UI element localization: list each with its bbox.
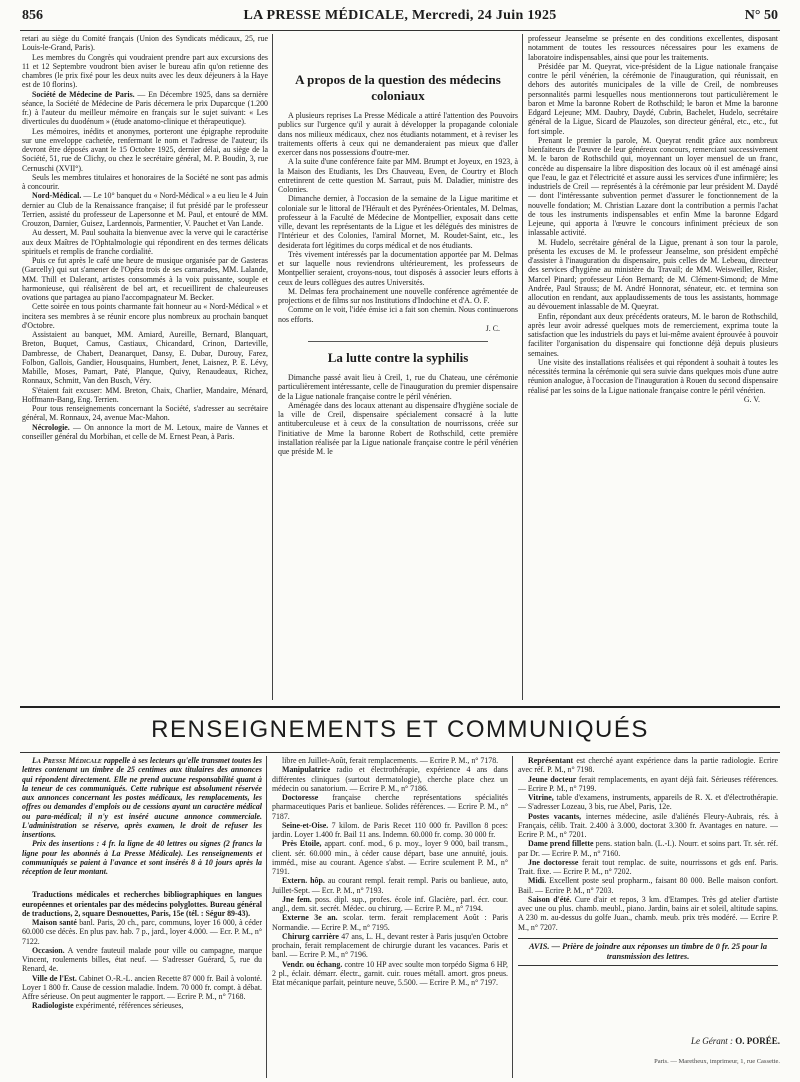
paragraph [278,305,518,324]
entry-text: Cette soirée en tous points charmante fait honneur au « Nord-Médical » et incitera ses membres à se réunir encore plus nombreux au prochain banquet d'Octobre. [22,302,268,330]
paragraph [278,111,518,157]
ad-text: 7 kilom. de Paris Recet 110 000 fr. Pavillon 8 pces: jardin. Loyer 1.400 fr. Bail 11 ans. Indemn. 60.000 fr. comp. 30 000 fr. [272,820,508,839]
entry-text: Aménagée dans des locaux attenant au dispensaire d'hygiène sociale de la ville de Creil, dispensaire spécialement consacré à la lutte antituberculeuse et à ceux de la consultation de nourrissons, créée sur l'initiative de Mme la baronne Robert de Rothschild, cette première installation réalisée par la Ligue nationale française contre le péril vénérien que préside M. le [278,400,518,456]
paragraph [22,302,268,330]
ad-text: 47 ans, L. H., devant rester à Paris jusqu'en Octobre prochain, ferait remplacement de chirurgie durant les vacances. Paris et banl. — Ecrire P. M., n° 7196. [272,931,508,960]
avis-notice: AVIS. — Prière de joindre aux réponses un timbre de 0 fr. 25 pour la transmission des lettres. [518,938,778,966]
paragraph [22,386,268,405]
ad-heading: Maison santé [32,918,77,927]
article-title-colonial: A propos de la question des médecins coloniaux [295,72,501,103]
entry-text: Au dessert, M. Paul souhaita la bienvenue avec la verve qui le caractérise aux deux Maîtres de l'Ophtalmologie qui répondirent en des termes délicats spirituels et remplis de franche cordialité. [22,228,268,256]
classified-ad [22,974,262,1002]
column-divider [512,756,513,1078]
classified-ad [272,960,508,988]
entry-text: Prenant le premier la parole, M. Queyrat rendit grâce aux nombreux bienfaiteurs de l'œuvre de leur généreux concours, remerciant successivement M. le baron de Rothschild qui, moyennant un loyer mensuel de un franc, concède au dispensaire la libre disposition des locaux où il est aménagé ainsi que l'eau, le gaz et l'électricité et assure aussi les services d'une infirmière; les industriels de Creil — représentés à la cérémonie par leur président M. Daydé — dont l'intéressante subvention permet d'assurer le fonctionnement de la nouvelle fondation; M. Christian Lazare dont la contribution a permis l'achat de tous les instruments indispensables et enfin Mme la baronne Edgard Lejeune, qui apporta à l'œuvre le concours infiniment précieux de son inlassable activité. [528,135,778,238]
ad-heading: Représentant [528,756,574,765]
paragraph [278,250,518,287]
classified-ad [22,1001,262,1010]
ad-heading: Extern. hôp. [282,876,325,886]
paragraph [278,194,518,250]
paragraph [22,53,268,90]
ad-text: poss. dipl. sup., profes. école inf. Glacière, parl. écr. cour. angl., dem. sit. secrét. Médec. ou chirurg. — Ecrire P. M., n° 7194. [272,894,508,913]
article-signature-gv: G. V. [743,394,760,404]
notice-prices: Prix des insertions : 4 fr. la ligne de 40 lettres ou signes (2 francs la ligne pour les abonnés à La Presse Médicale). Les renseignements et communiqués se paient à l'avance et sont insérés 8 à 10 jours après la réception de leur montant. [22,839,262,876]
paragraph [22,423,268,442]
ad-text: Cure d'air et repos, 3 km. d'Etampes. Très gd atelier d'artiste avec une ou plus. chamb. meubl., piano. Jardin, bains air et soleil, altitude sapins. A 230 m. au-dessus du golfe Juan., chamb. meub. prix très modéré. — Ecrire P. M., n° 7207. [518,894,778,932]
ad-heading: Traductions médicales et recherches bibliographiques en langues européennes et orientales par des médecins polyglottes. Bureau général de traductions, 2, square Desnouettes, Paris, 15e (tél. : Ségur 89-43). [22,890,262,918]
entry-text: Pour tous renseignements concernant la Société, s'adresser au secrétaire général, M. Ronnaux, 24, avenue Mac-Mahon. [22,404,268,423]
ad-heading: Chirurg carrière [282,931,339,941]
classified-ad [518,812,778,840]
entry-heading: Société de Médecine de Paris. [32,89,135,99]
ad-text: A vendre fauteuil malade pour ville ou campagne, marque Vincent, roulements billes, état neuf. — S'adresser Guérard, 5, rue du Renard, 4e. [22,945,262,974]
ad-text: contre 10 HP avec soulte mon torpédo Sigma 6 HP, 2 pl., éclair. démarr. électr., garnit. cuir. roues métall. amort. gros pneus. Etat mécanique parfait, peinture neuve, 5.500. — Ecrire P. M., n° 7197. [272,959,508,987]
ad-heading: Seine-et-Oise. [282,820,329,830]
ad-text: radio et électrothérapie, expérience 4 ans dans différentes cliniques (surtout dermatologie), cherche place chez un médecin ou sanatorium. — Ecrire P. M., n° 7186. [272,765,508,793]
classified-ad [518,876,778,895]
notice-text: rappelle à ses lecteurs qu'elle transmet toutes les lettres contenant un timbre de 25 centimes aux titulaires des annonces qui répondent directement. Elle ne prend aucune responsabilité quant à la teneur de ces communiqués. Cette rubrique est absolument réservée aux annonces concernant les postes médicaux, les remplacements, les offres ou demandes d'emplois ou de cessions ayant un caractère médical ou para-médical; il n'y est inséré aucune annonce commerciale. L'administration se réserve, après examen, le droit de refuser les insertions. [22,756,262,839]
entry-text: M. Delmas fera prochainement une nouvelle conférence agrémentée de projections et de films sur nos Institutions d'Indochine et d'A. O. F. [278,286,518,305]
column-divider [522,34,523,700]
ad-heading: Jne doctoresse [528,857,579,867]
paragraph [528,62,778,136]
classified-ad [22,946,262,974]
classified-ad [272,765,508,793]
classified-ad [518,839,778,858]
ads-column-left [22,756,262,1082]
entry-text: Seuls les membres titulaires et honoraires de la Société ne sont pas admis à concourir. [22,172,268,191]
paragraph [22,34,268,53]
classified-ad [272,839,508,876]
ad-heading: Jeune docteur [528,774,577,784]
entry-text: S'étaient fait excuser: MM. Breton, Chaix, Charlier, Mandaire, Ménard, Hoffmann-Bang, Eng. Terrien. [22,385,268,404]
ads-column-middle [272,756,508,1082]
ad-text: ferait remplacements, en ayant déjà fait. Sérieuses références. — Ecrire P. M., n° 7199. [518,774,778,793]
ad-text: au courant rempl. ferait rempl. Paris ou banlieue, auto, Juillet-Sept. — Ecr. P. M., n° 7193. [272,876,508,895]
article-body-continued [528,34,778,395]
entry-text: professeur Jeanselme se présente en des conditions excellentes, disposant notamment de toutes les ressources nécessaires pour les examens de laboratoire indispensables, ainsi que pour les traitements. [528,34,778,62]
ad-heading: Près Etoile, [282,839,322,849]
column-divider [272,34,273,700]
article-title-syphilis: La lutte contre la syphilis [327,350,469,365]
classified-ad [518,793,778,812]
notice [22,756,262,839]
ad-heading: Radiologiste [32,1001,74,1011]
entry-text: A plusieurs reprises La Presse Médicale a attiré l'attention des Pouvoirs publics sur l'urgence qu'il y aurait à développer la propagande coloniale dans nos milieux médicaux, chez nos étudiants notamment, et à reviser les traitements offerts à ceux qui ne demanderaient pas mieux que d'aller exercer dans nos possessions d'outre-mer. [278,111,518,157]
gerant-name: O. PORÉE. [735,1036,780,1046]
entry-text: Présidée par M. Queyrat, vice-président de la Ligue nationale française contre le péril vénérien, la cérémonie de l'inauguration, qui réunissait, en dehors des autorités municipales de la ville de Creil, de nombreuses personnalités parmi lesquelles nous mentionnerons tout particulièrement le baron et Mme la baronne Robert de Rothschild; le baron et Mme la baronne Edgard Lejeune; MM. Daubry, Daydé, Cubrin, Bachelet, Hudelo, secrétaire général de la Ligue, Sicard de Plauzoles, son directeur général, etc., etc., fut fort simple. [528,61,778,136]
ad-text: table d'examens, instruments, appareils de R. X. et d'électrothérapie. — S'adresser Lozeau, 3 bis, rue Abel, Paris, 12e. [518,793,778,812]
ad-text: expérimenté, références sérieuses, [73,1001,184,1011]
column-middle [278,34,518,704]
classified-ad [272,932,508,960]
page-title: LA PRESSE MÉDICALE, Mercredi, 24 Juin 1925 [243,8,557,23]
classified-ad [272,913,508,932]
ad-heading: Occasion. [32,945,65,955]
ad-heading: Vendr. ou échang. [282,959,343,969]
classified-ad [272,821,508,840]
issue-number: N° 50 [744,8,778,23]
ad-heading: Midi. [528,876,547,886]
paragraph [22,330,268,386]
classified-ad [272,895,508,914]
page-number: 856 [22,8,43,23]
header-rule [20,30,780,31]
classified-ad [518,895,778,932]
classified-ad [518,756,778,775]
entry-heading: Nord-Médical. [32,191,82,201]
paragraph [528,238,778,312]
paragraph [278,287,518,306]
classified-ad [272,876,508,895]
paragraph [278,157,518,194]
paragraph [22,404,268,423]
ad-text: Cabinet O.-R.-L. ancien Recette 87 000 fr. Bail à volonté. Loyer 1 800 fr. Cause de cession maladie. Indem. 70 000 fr. compt. à débat. Affre sérieuse. On peut augmenter le rapport. — Ecrire P. M., n° 7168. [22,973,262,1001]
ad-heading: Vitrine, [528,793,554,802]
ad-heading: Manipulatrice [282,765,331,775]
ads-list-middle [272,756,508,987]
paragraph [528,358,778,395]
ads-list-right [518,756,778,932]
classified-ad [22,918,262,946]
section-rule [20,752,780,753]
notice-lead: La Presse Médicale [32,756,102,765]
entry-text: M. Hudelo, secrétaire général de la Ligue, prenant à son tour la parole, présenta les excuses de M. le professeur Jeanselme, son président empêché d'assister à l'inauguration du dispensaire, puis celles de M. Lebeau, directeur des services d'hygiène au ministère du Travail; de MM. Weisweiller, Risler, Marcel Pinard; professeur Léon Bernard; de M. Clément-Simond; de Mme Andrée, Paul Strauss; de M. André Honnorat, sénateur, etc. et termina son allocution en rendant, aux applaudissements de tous les assistants, hommage au dévouement inlassable de M. Queyrat. [528,237,778,312]
entry-text: Les mémoires, inédits et anonymes, porteront une épigraphe reproduite sur une enveloppe cachetée, renfermant le nom et l'adresse de l'auteur; ils devront être déposés avant le 15 Octobre 1925, dernier délai, au siège de la Société, 51, rue de Clichy, ou chez le secrétaire général, M. P. Boudin, 3, rue Cernuschi (XVII°). [22,126,268,173]
entry-text: Enfin, répondant aux deux précédents orateurs, M. le baron de Rothschild, après leur avoir adressé quelques mots de remerciement, exprima toute la satisfaction que les industriels du pays et lui-même avaient éprouvée à pouvoir faciliter l'organisation du dispensaire qui fonctionne déjà depuis plusieurs semaines. [528,311,778,358]
entry-text: Une visite des installations réalisées et qui répondent à souhait à toutes les nécessités termina la cérémonie qui sera suivie dans quelques mois d'une autre réunion analogue, à l'occasion de l'inauguration à Rouen du second dispensaire réalisé par les soins de la Ligue nationale française contre le péril vénérien. [528,357,778,395]
paragraph [22,127,268,173]
paragraph [22,256,268,302]
ad-text: appart. conf. mod., 6 p. moy., loyer 9 000, bail transm., client. sér. 60.000 min., à céder cause départ, base une annuité, jouis. imméd., mise au courant. Agence s'abst. — Ecrire sculement P. M., n° 7191. [272,839,508,876]
paragraph [22,228,268,256]
classified-ad [518,775,778,794]
entry-text: A la suite d'une conférence faite par MM. Brumpt et Joyeux, en 1923, à la Maison des Etudiants, les Drs Chauveau, Even, de Courtry et Bloch entretinrent de cette question M. Sarraut, puis M. Daladier, ministre des Colonies. [278,157,518,194]
ad-text: française cherche représentations spécialités pharmaceutiques Paris et banlieue. Solides références. — Ecrire P. M., n° 7187. [272,793,508,821]
entry-text: Dimanche passé avait lieu à Creil, 1, rue du Chateau, une cérémonie particulièrement intéressante, celle de l'inauguration du premier dispensaire de la Ligue nationale française contre le péril vénérien. [278,373,518,401]
entry-text: Les membres du Congrès qui voudraient prendre part aux excursions des 11 et 12 Septembre voudront bien aviser le bureau afin qu'on retienne des chambres (le prix fixé pour les deux nuits avec les deux déjeuners à la Haye est de 10 florins). [22,52,268,90]
ad-heading: Doctoresse [282,793,319,802]
classified-ad [272,756,508,765]
paragraph [528,136,778,238]
article-body-colonial [278,111,518,324]
ad-heading: Dame prend fillette [528,839,594,849]
column-right [528,34,778,704]
entry-text: — Le 10° banquet du « Nord-Médical » a eu lieu le 4 Juin dernier au Club de la Renaissance française; il fut présidé par le professeur Terrien, assisté du professeur de Lapersonne et M. Paul, et entouré de MM. Crouzon, Darnier, Guisez, Lardennois, Parmentier, V. Pauchet et Van Lande. [22,191,268,228]
paragraph [278,401,518,457]
ads-column-right [518,756,778,1036]
paragraph [278,373,518,401]
entry-text: — En Décembre 1925, dans sa dernière séance, la Société de Médecine de Paris décernera le prix Duparcque (1.200 fr.) à l'auteur du meilleur mémoire en français sur le sujet suivant: « Les diverticules du duodénum » (étude anatomo-clinique et thérapeutique). [22,89,268,127]
entry-text: Dimanche dernier, à l'occasion de la semaine de la Ligue maritime et coloniale sur le littoral de l'Hérault et des Pyrénées-Orientales, M. Delmas, professeur à la Faculté de Médecine de Montpellier, exposait dans cette ville, devant les représentants de la Ligue et les délégués des ministres de l'Intérieur et des Colonies, l'amiral Mornet, M. Roudet-Saint, etc., les desiderata fort légitimes du corps médical et de nos étudiants. [278,194,518,250]
ad-text: Excellent poste seul propharm., faisant 80 000. Belle maison confort. Bail. — Ecrire P. M., n° 7203. [518,876,778,895]
ad-text: banl. Paris, 20 ch., parc, communs, loyer 16 000, à céder 60.000 cse décès. En plus pav. hab. 7 p., jard., loyer 4.000. — Ecr. P. M., n° 7122. [22,918,262,946]
entry-text: Assistaient au banquet, MM. Amiard, Aureille, Bernard, Blanquart, Breton, Buquet, Camus, Castiaux, Chicandard, Crinon, Darteville, Dambresse, de Chabert, Deanarquet, Dansy, E. Dubar, Durouy, Farez, Folbon, Gallois, Gandier, Housquains, Humbert, Jenet, Laisnez, P. E. Lévy, Mabille, Moses, Pamart, Paté, Planque, Quivy, Renaudeaux, Richez, Ronnaux, Schmitt, Van den Busch, Véry. [22,330,268,386]
ad-heading: Externe 3e an. [282,913,338,923]
entry-text: — On annonce la mort de M. Letoux, maire de Vannes et conseiller général du Morbihan, et celle de M. Ernest Pean, à Paris. [22,422,268,441]
article-separator [308,341,488,342]
paragraph [528,34,778,62]
article-body-syphilis [278,373,518,456]
ad-heading: Postes vacants, [528,811,582,821]
ad-heading: Ville de l'Est. [32,973,77,983]
entry-text: Puis ce fut après le café une heure de musique organisée par de Gasteras (Garcelly) qui sut s'amener de l'Opéra trois de ses camarades, MM. Lalande, MM. Thill et Dalerant, artistes consommés à la voix puissante, souple et harmonieuse, qui réalisèrent de bel art, et recueillirent de chaleureuses ovations que partagea au piano l'accompagnateur M. Becker. [22,256,268,302]
ad-text: libre en Juillet-Août, ferait remplacements. — Ecrire P. M., n° 7178. [282,756,499,765]
page-header [22,8,778,28]
column-left [22,34,268,704]
entry-text: Très vivement intéressés par la documentation apportée par M. Delmas et sur laquelle nous reviendrons ultérieurement, les professeurs de Montpellier seraient, croyons-nous, tout disposés à associer leurs efforts à ceux de leurs collègues des autres Universités. [278,249,518,287]
classified-ad [272,793,508,821]
classified-ad [22,890,262,918]
gerant-label: Le Gérant : [690,1036,733,1046]
paragraph [22,191,268,228]
printer-line: Paris. — Maretheux, imprimeur, 1, rue Cassette. [654,1058,780,1065]
ad-heading: Saison d'été. [528,894,572,904]
section-banner: RENSEIGNEMENTS ET COMMUNIQUÉS [151,716,649,743]
ad-text: ferait tout remplac. de suite, nourrissons et gds enf. Paris. Trait. fixe. — Ecrire P. M., n° 7202. [518,857,778,876]
paragraph [22,90,268,127]
ad-text: internes médecine, asile d'aliénés Fleury-Aubrais, rés. à Français, célib. Trait. 2.400 à 3.000, doctorat 3.300 fr. Avantages en nature. — Ecrire P. M., n° 7201. [518,811,778,839]
paragraph [22,173,268,192]
ad-text: pens. station baln. (L.-I.). Nourr. et soins part. Tr. sér. réf. par Dr. — Ecrire P. M., n° 7160. [518,839,778,858]
gerant-line [540,1036,780,1046]
ad-heading: Jne fem. [282,894,312,904]
ad-text: scolar. term. ferait remplacement Août : Paris Normandie. — Ecrire P. M., n° 7195. [272,913,508,932]
article-signature: J. C. [485,323,500,333]
section-rule [20,706,780,708]
paragraph [528,312,778,358]
ads-list-left [22,890,262,1010]
column-divider [266,756,267,1078]
ad-text: est cherché ayant expérience dans la partie radiologie. Ecrire avec réf. P. M., n° 7198. [518,756,778,775]
entry-heading: Nécrologie. [32,422,70,432]
classified-ad [518,858,778,877]
entry-text: retari au siège du Comité français (Union des Syndicats médicaux, 25, rue Louis-le-Grand, Paris). [22,34,268,53]
entry-text: Comme on le voit, l'idée émise ici a fait son chemin. Nous continuerons nos efforts. [278,305,518,324]
